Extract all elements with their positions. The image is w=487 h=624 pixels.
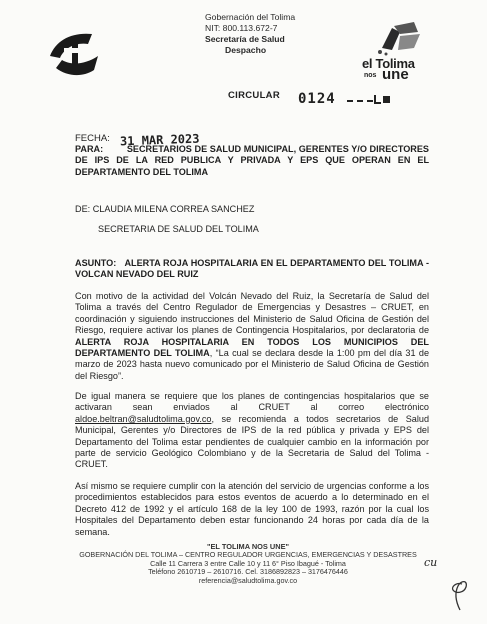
circular-number-value: 0124 bbox=[298, 91, 336, 107]
asunto-block bbox=[75, 258, 429, 281]
body-p1-intro: Con motivo de la actividad del Volcán Nevado del Ruiz, la Secretaría de Salud del Tolima a través del Centro Regulador de Emergencias y Desastres – CRUET, en coordinación y siguiendo instrucciones del Ministerio de Salud Oficina de Gestión del Riesgo, requiere activar los planes de Contingencia Hospitalarios, por declaratoria de bbox=[75, 291, 429, 336]
footer-slogan: "EL TOLIMA NOS UNE" bbox=[206, 542, 289, 551]
el-tolima-nos-une-logo bbox=[348, 18, 440, 88]
logo-text-nos: nos bbox=[364, 72, 377, 79]
body-p1-quote: , “La cual se declara desde la 1:00 pm del día 31 de marzo de 2023 hasta nuevo comunicado por el Ministerio de Salud Oficina de Gestión del Riesgo”. bbox=[75, 348, 430, 381]
asunto-label: ASUNTO: bbox=[75, 258, 117, 268]
logo-text-une: une bbox=[382, 66, 409, 83]
letterhead-line-2: NIT: 800.113.672-7 bbox=[205, 23, 278, 33]
de-name: CLAUDIA MILENA CORREA SANCHEZ bbox=[92, 204, 255, 214]
body-paragraph-3: Así mismo se requiere cumplir con la atención del servicio de urgencias conforme a los procedimientos establecidos para estos eventos de acuerdo a lo determinado en el Decreto 412 de 1992 y el artículo 168 de la ley 100 de 1993, razón por la cual los Hospitales del Departamento deben estar funcionando 24 horas por cada día de la semana. bbox=[75, 481, 429, 537]
body-p2-rest: , se recomienda a todos secretarios de Salud Municipal, Gerentes y/o Directores de IPS de la red pública y privada y EPS del Departamento del Tolima estar pendientes de cualquier cambio en la información por parte de servicio Geológico Colombiano y de la Secretaria de Salud del Tolima -CRUET. bbox=[75, 413, 429, 470]
para-label: PARA: bbox=[75, 144, 104, 154]
footer-line-4: referencia@saludtolima.gov.co bbox=[198, 575, 298, 585]
body-p2-intro: De igual manera se requiere que los planes de contingencias hospitalarios que se activaran sean enviados al CRUET al correo electrónico bbox=[75, 391, 429, 413]
footer-line-3: Teléfono 2610719 – 2610716. Cel. 3186892823 – 3176476446 bbox=[148, 567, 348, 577]
signature-flourish-icon bbox=[446, 576, 472, 612]
logo-text-el-tolima: el Tolima bbox=[362, 56, 415, 71]
letterhead bbox=[205, 12, 355, 56]
handwritten-initials: cu bbox=[424, 556, 438, 569]
footer-line-1: GOBERNACIÓN DEL TOLIMA – CENTRO REGULADOR URGENCIAS, EMERGENCIAS Y DESASTRES bbox=[79, 550, 417, 560]
fecha-stamp: 31 MAR 2023 bbox=[119, 131, 200, 149]
body-paragraph-2 bbox=[75, 391, 429, 471]
letterhead-line-1: Gobernación del Tolima bbox=[205, 12, 296, 22]
body-paragraph-1 bbox=[75, 291, 429, 382]
de-label: DE: bbox=[75, 204, 91, 214]
circular-number bbox=[298, 91, 393, 107]
circular-label: CIRCULAR bbox=[228, 90, 281, 101]
asunto-text: ALERTA ROJA HOSPITALARIA EN EL DEPARTAMENTO DEL TOLIMA - VOLCAN NEVADO DEL RUIZ bbox=[75, 258, 429, 280]
hands-icon bbox=[348, 18, 440, 58]
footer-line-2: Calle 11 Carrera 3 entre Calle 10 y 11 6° Piso Ibagué - Tolima bbox=[150, 558, 346, 568]
number-stamp-mark-icon bbox=[345, 93, 393, 105]
letterhead-line-4: Despacho bbox=[225, 45, 267, 55]
body-p1-alert: ALERTA ROJA HOSPITALARIA EN TODOS LOS MUNICIPIOS DEL DEPARTAMENTO DEL TOLIMA bbox=[75, 336, 429, 359]
para-block bbox=[75, 144, 429, 178]
fecha-label: FECHA: bbox=[75, 133, 110, 144]
email-link[interactable]: aldoe.beltran@saludtolima.gov.co bbox=[75, 413, 212, 424]
footer bbox=[72, 543, 424, 585]
gobernacion-logo bbox=[42, 26, 106, 84]
letterhead-line-3: Secretaría de Salud bbox=[205, 34, 285, 44]
de-block bbox=[75, 204, 254, 214]
de-role: SECRETARIA DE SALUD DEL TOLIMA bbox=[98, 224, 259, 234]
para-recipients: SECRETARIOS DE SALUD MUNICIPAL, GERENTES Y/O DIRECTORES DE IPS DE LA RED PUBLICA Y PRIVADA Y EPS QUE OPERAN EN EL DEPARTAMENTO DEL TOLIMA bbox=[75, 144, 429, 177]
